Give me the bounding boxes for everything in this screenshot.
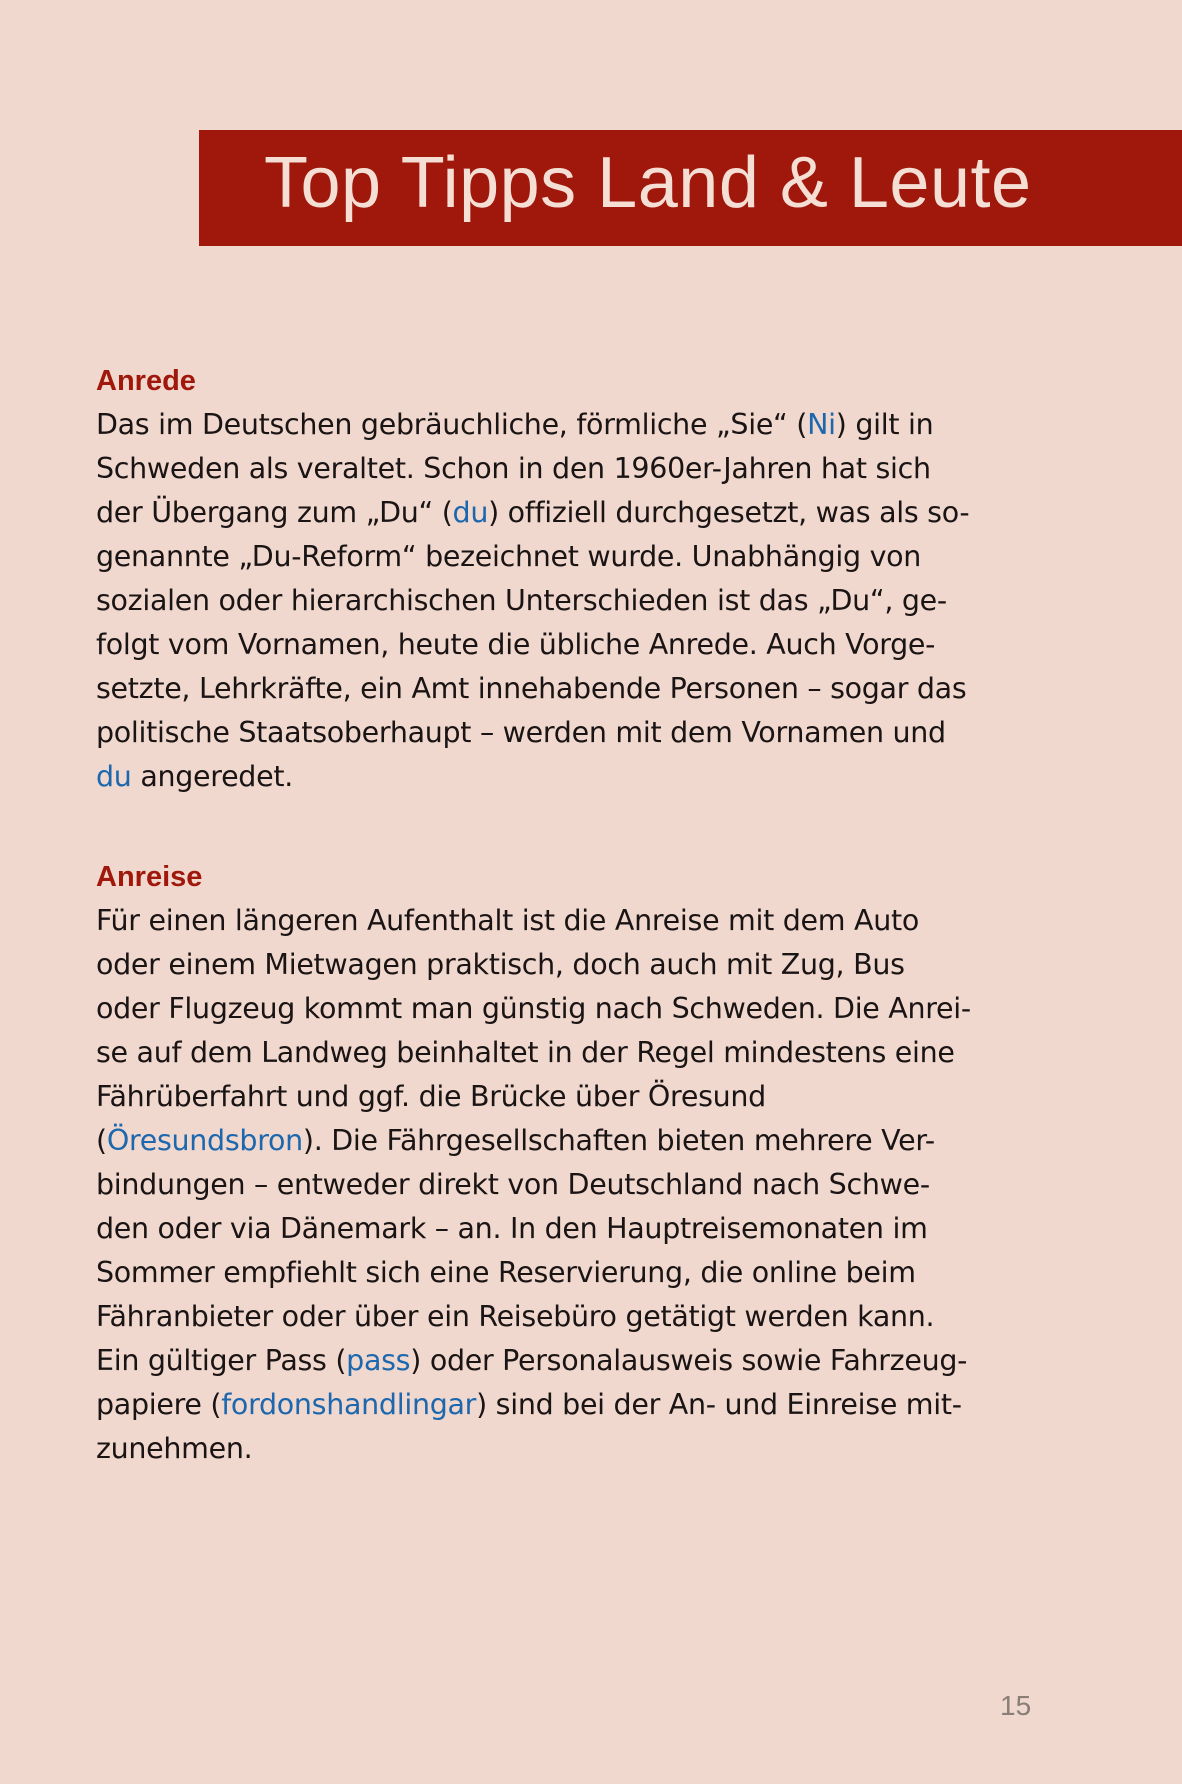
text-line <box>96 491 1096 535</box>
text-segment: zunehmen. <box>96 1432 253 1465</box>
text-segment: setzte, Lehrkräfte, ein Amt innehabende Personen – sogar das <box>96 672 967 705</box>
text-segment: Sommer empfiehlt sich eine Reservierung, die online beim <box>96 1256 916 1289</box>
text-line <box>96 943 1096 987</box>
text-segment: ( <box>96 1124 107 1157</box>
text-segment: politische Staatsoberhaupt – werden mit dem Vornamen und <box>96 716 946 749</box>
section-anrede <box>96 359 1096 799</box>
text-segment: bindungen – entweder direkt von Deutschland nach Schwe- <box>96 1168 930 1201</box>
text-segment: ). Die Fährgesellschaften bieten mehrere Ver- <box>302 1124 935 1157</box>
text-line <box>96 711 1096 755</box>
text-segment: Fähranbieter oder über ein Reisebüro getätigt werden kann. <box>96 1300 935 1333</box>
text-line <box>96 1383 1096 1427</box>
text-segment: se auf dem Landweg beinhaltet in der Regel mindestens eine <box>96 1036 955 1069</box>
text-segment: oder Flugzeug kommt man günstig nach Schweden. Die Anrei- <box>96 992 971 1025</box>
text-segment: angeredet. <box>131 760 293 793</box>
section-body <box>96 899 1096 1471</box>
text-line <box>96 1339 1096 1383</box>
text-line <box>96 667 1096 711</box>
text-line <box>96 535 1096 579</box>
text-segment: Ein gültiger Pass ( <box>96 1344 347 1377</box>
text-segment: folgt vom Vornamen, heute die übliche Anrede. Auch Vorge- <box>96 628 936 661</box>
swedish-term: pass <box>346 1344 411 1377</box>
swedish-term: du <box>452 496 489 529</box>
text-segment: oder einem Mietwagen praktisch, doch auch mit Zug, Bus <box>96 948 905 981</box>
title-banner <box>199 130 1182 246</box>
text-line <box>96 1427 1096 1471</box>
text-line <box>96 1031 1096 1075</box>
text-line <box>96 899 1096 943</box>
text-line <box>96 755 1096 799</box>
text-segment: ) offiziell durchgesetzt, was als so- <box>488 496 970 529</box>
text-line <box>96 1119 1096 1163</box>
text-line <box>96 623 1096 667</box>
text-segment: ) oder Personalausweis sowie Fahrzeug- <box>410 1344 968 1377</box>
text-segment: sozialen oder hierarchischen Unterschieden ist das „Du“, ge- <box>96 584 947 617</box>
page-title: Top Tipps Land & Leute <box>264 143 1032 223</box>
text-segment: den oder via Dänemark – an. In den Hauptreisemonaten im <box>96 1212 928 1245</box>
text-line <box>96 1075 1096 1119</box>
text-segment: der Übergang zum „Du“ ( <box>96 496 453 529</box>
text-line <box>96 1295 1096 1339</box>
text-segment: papiere ( <box>96 1388 222 1421</box>
section-anreise <box>96 855 1096 1471</box>
swedish-term: fordonshandlingar <box>221 1388 477 1421</box>
text-line <box>96 579 1096 623</box>
text-segment: Schweden als veraltet. Schon in den 1960er-Jahren hat sich <box>96 452 931 485</box>
text-segment: ) sind bei der An- und Einreise mit- <box>476 1388 962 1421</box>
text-segment: Fährüberfahrt und ggf. die Brücke über Öresund <box>96 1080 766 1113</box>
text-line <box>96 1163 1096 1207</box>
text-line <box>96 1207 1096 1251</box>
text-line <box>96 447 1096 491</box>
text-segment: genannte „Du-Reform“ bezeichnet wurde. Unabhängig von <box>96 540 922 573</box>
text-line <box>96 987 1096 1031</box>
section-heading: Anrede <box>96 365 196 397</box>
swedish-term: du <box>96 760 132 793</box>
page-number: 15 <box>1000 1690 1032 1721</box>
text-line <box>96 1251 1096 1295</box>
text-segment: ) gilt in <box>835 408 934 441</box>
swedish-term: Ni <box>807 408 836 441</box>
text-segment: Für einen längeren Aufenthalt ist die Anreise mit dem Auto <box>96 904 919 937</box>
text-line <box>96 403 1096 447</box>
section-heading: Anreise <box>96 861 203 893</box>
text-segment: Das im Deutschen gebräuchliche, förmliche „Sie“ ( <box>96 408 808 441</box>
section-body <box>96 403 1096 799</box>
swedish-term: Öresundsbron <box>106 1124 303 1157</box>
